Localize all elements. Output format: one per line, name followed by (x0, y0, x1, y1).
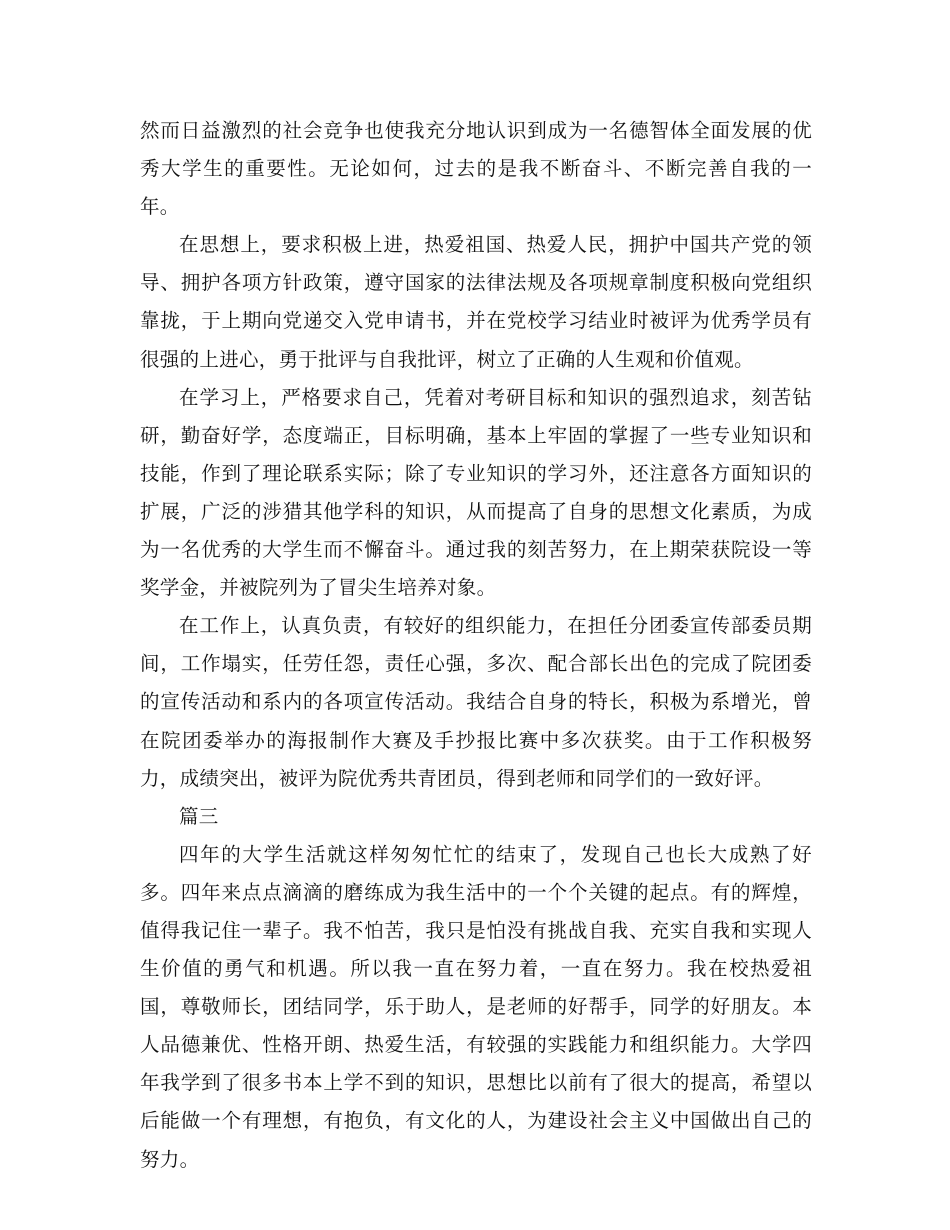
paragraph-summary: 四年的大学生活就这样匆匆忙忙的结束了，发现自己也长大成熟了好多。四年来点点滴滴的磨练成为我生活中的一个个关键的起点。有的辉煌，值得我记住一辈子。我不怕苦，我只是怕没有挑战自我、充实自我和实现人生价值的勇气和机遇。所以我一直在努力着，一直在努力。我在校热爱祖国，尊敬师长，团结同学，乐于助人，是老师的好帮手，同学的好朋友。本人品德兼优、性格开朗、热爱生活，有较强的实践能力和组织能力。大学四年我学到了很多书本上学不到的知识，思想比以前有了很大的提高，希望以后能做一个有理想，有抱负，有文化的人，为建设社会主义中国做出自己的努力。 (140, 842, 812, 1171)
section-heading: 篇三 (179, 804, 219, 828)
document-body (140, 112, 812, 1179)
paragraph-ideology: 在思想上，要求积极上进，热爱祖国、热爱人民，拥护中国共产党的领导、拥护各项方针政策，遵守国家的法律法规及各项规章制度积极向党组织靠拢，于上期向党递交入党申请书，并在党校学习结业时被评为优秀学员有很强的上进心，勇于批评与自我批评，树立了正确的人生观和价值观。 (140, 233, 812, 371)
paragraph-intro-continued: 然而日益激烈的社会竞争也使我充分地认识到成为一名德智体全面发展的优秀大学生的重要性。无论如何，过去的是我不断奋斗、不断完善自我的一年。 (140, 119, 812, 219)
paragraph-work: 在工作上，认真负责，有较好的组织能力，在担任分团委宣传部委员期间，工作塌实，任劳任怨，责任心强，多次、配合部长出色的完成了院团委的宣传活动和系内的各项宣传活动。我结合自身的特长，积极为系增光，曾在院团委举办的海报制作大赛及手抄报比赛中多次获奖。由于工作积极努力，成绩突出，被评为院优秀共青团员，得到老师和同学们的一致好评。 (140, 614, 812, 790)
paragraph-study: 在学习上，严格要求自己，凭着对考研目标和知识的强烈追求，刻苦钻研，勤奋好学，态度端正，目标明确，基本上牢固的掌握了一些专业知识和技能，作到了理论联系实际；除了专业知识的学习外，还注意各方面知识的扩展，广泛的涉猎其他学科的知识，从而提高了自身的思想文化素质，为成为一名优秀的大学生而不懈奋斗。通过我的刻苦努力，在上期荣获院设一等奖学金，并被院列为了冒尖生培养对象。 (140, 385, 812, 600)
